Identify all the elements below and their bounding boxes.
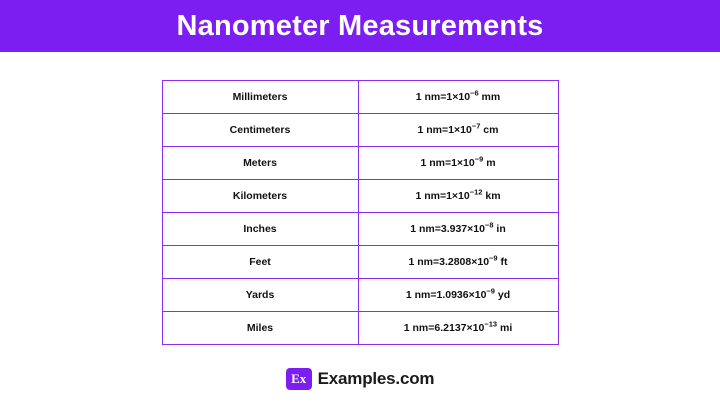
value-prefix: 1 nm=6.2137×10 [403, 322, 485, 334]
unit-name-cell: Feet [162, 246, 358, 279]
value-suffix: ft [497, 256, 508, 268]
conversion-value-cell [358, 213, 558, 246]
table-row [162, 180, 558, 213]
value-exponent: −7 [471, 121, 481, 131]
value-prefix: 1 nm=1×10 [417, 124, 472, 136]
value-exponent: −9 [474, 154, 484, 164]
conversion-table-container [0, 80, 720, 345]
table-row [162, 81, 558, 114]
value-suffix: m [483, 157, 496, 169]
value-suffix: mi [497, 322, 513, 334]
unit-name-cell: Miles [162, 312, 358, 345]
page-title: Nanometer Measurements [176, 9, 544, 42]
value-suffix: in [493, 223, 506, 235]
unit-name-cell: Inches [162, 213, 358, 246]
value-suffix: yd [494, 289, 511, 301]
unit-name-cell: Meters [162, 147, 358, 180]
table-row [162, 279, 558, 312]
table-row [162, 114, 558, 147]
value-exponent: −9 [489, 253, 498, 263]
value-prefix: 1 nm=1×10 [415, 91, 471, 103]
value-suffix: km [482, 190, 501, 202]
value-exponent: −8 [484, 220, 494, 230]
conversion-value-cell [358, 81, 558, 114]
footer-branding [0, 368, 720, 390]
conversion-value-cell [358, 114, 558, 147]
table-row [162, 213, 558, 246]
value-prefix: 1 nm=1×10 [420, 157, 475, 169]
value-suffix: mm [478, 91, 501, 103]
value-prefix: 1 nm=1.0936×10 [405, 289, 487, 301]
conversion-value-cell [358, 279, 558, 312]
unit-name-cell: Centimeters [162, 114, 358, 147]
conversion-value-cell [358, 312, 558, 345]
table-row [162, 246, 558, 279]
value-prefix: 1 nm=1×10 [415, 190, 470, 202]
value-exponent: −6 [470, 88, 479, 98]
conversion-value-cell [358, 147, 558, 180]
unit-name-cell: Millimeters [162, 81, 358, 114]
conversion-value-cell [358, 180, 558, 213]
value-suffix: cm [480, 124, 499, 136]
unit-name-cell: Kilometers [162, 180, 358, 213]
conversion-value-cell [358, 246, 558, 279]
conversion-table-body [162, 81, 558, 345]
conversion-table [162, 80, 559, 345]
table-row [162, 147, 558, 180]
brand-name: Examples.com [317, 369, 435, 388]
unit-name-cell: Yards [162, 279, 358, 312]
value-exponent: −13 [484, 319, 498, 329]
value-exponent: −9 [486, 286, 495, 296]
value-prefix: 1 nm=3.2808×10 [408, 256, 490, 268]
value-prefix: 1 nm=3.937×10 [410, 223, 485, 235]
value-exponent: −12 [469, 187, 483, 197]
header-banner [0, 0, 720, 52]
examples-logo-icon: Ex [286, 368, 312, 390]
table-row [162, 312, 558, 345]
